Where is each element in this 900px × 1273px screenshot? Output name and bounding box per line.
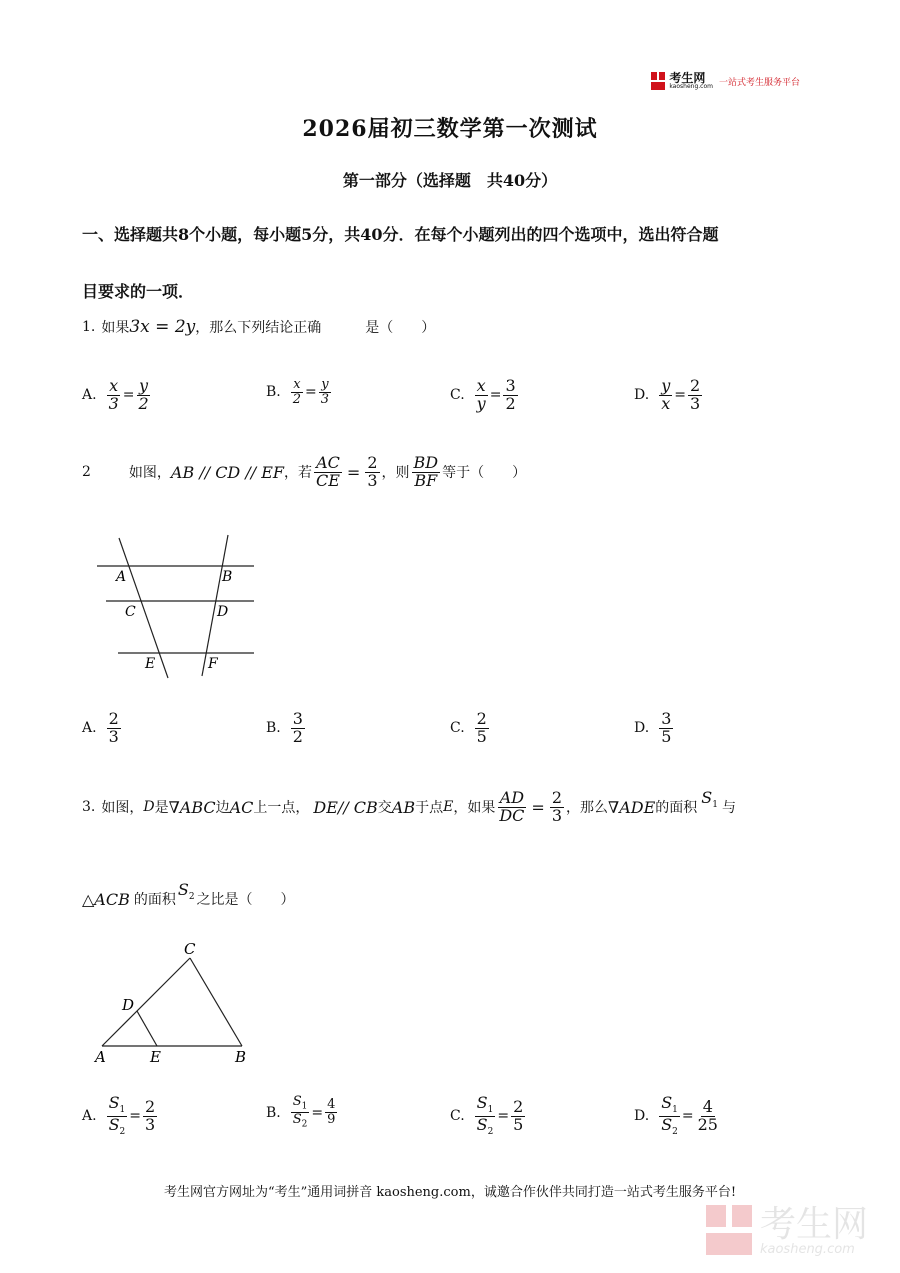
numerator: $S_1$ [661, 1093, 678, 1116]
question-text: 于点 [415, 800, 444, 817]
question-text: 是（ ） [365, 320, 436, 336]
equals-sign: = [674, 387, 686, 404]
option-b[interactable] [266, 711, 307, 746]
question-3-line2 [82, 880, 295, 910]
label-F: F [208, 656, 218, 672]
question-text: 交 [377, 800, 392, 817]
numerator: y [321, 377, 329, 392]
label-A: A [95, 1048, 106, 1066]
label-B: B [235, 1048, 247, 1066]
option-c[interactable] [450, 1095, 527, 1137]
numerator: x [293, 377, 301, 392]
footer-text: 考生网官方网址为“考生”通用词拼音 kaosheng.com，诚邀合作伙伴共同打造一站式考生服务平台! [163, 1185, 737, 1200]
denominator: 3 [108, 726, 119, 746]
option-label: D. [634, 1108, 650, 1125]
question-text: 如果 [101, 320, 130, 336]
label-C: C [184, 940, 196, 958]
denominator: $S_2$ [661, 1114, 678, 1137]
parallel-lines-figure [92, 530, 262, 685]
numerator: 2 [108, 709, 119, 728]
question-text: ，则 [381, 465, 410, 482]
fraction [136, 378, 150, 413]
denominator: 9 [327, 1112, 336, 1128]
equals-sign: = [122, 387, 135, 404]
question-1 [82, 317, 435, 337]
fraction [475, 378, 488, 413]
denominator: $S_2$ [108, 1114, 126, 1137]
label-D: D [122, 996, 135, 1014]
denominator: 5 [513, 1114, 524, 1134]
option-label: A. [82, 720, 97, 737]
option-label: D. [634, 720, 650, 737]
numerator: 2 [513, 1096, 524, 1116]
ratio-equation: $\frac{AC}{CE}$ = $\frac{2}{3}$ [316, 453, 378, 490]
logo-text: 考生网 [669, 71, 706, 85]
fraction [107, 378, 121, 413]
fraction [475, 711, 489, 746]
label-B: B [222, 569, 233, 585]
question-text: 如图， [101, 800, 144, 817]
parallel-condition: DE// CB [313, 797, 378, 817]
denominator: 2 [505, 393, 516, 413]
equals-sign: = [497, 1108, 510, 1125]
question-text: ，那么 [566, 800, 609, 817]
option-label: B. [266, 720, 281, 737]
label-E: E [145, 656, 156, 672]
denominator: y [476, 393, 486, 413]
triangle-ABC: ∇ABC [168, 797, 216, 817]
label-C: C [125, 604, 136, 620]
fraction [319, 378, 331, 406]
denominator: 3 [320, 391, 330, 407]
question-text: 如图， [128, 465, 171, 482]
label-D: D [217, 604, 229, 620]
option-b[interactable] [266, 378, 333, 406]
area-ratio [475, 1095, 496, 1137]
option-label: B. [266, 1104, 281, 1121]
section-heading-line2: 目要求的一项． [82, 282, 195, 301]
question-text: 与 [721, 800, 736, 817]
option-a[interactable] [82, 711, 123, 746]
numerator: 3 [661, 709, 672, 728]
denominator: 2 [292, 726, 303, 746]
denominator: 5 [476, 726, 487, 746]
option-label: A. [82, 1108, 97, 1125]
equals-sign: = [305, 384, 317, 401]
fraction [107, 711, 121, 746]
question-number: 1. [82, 319, 96, 335]
triangle-ACB: △ACB [82, 889, 130, 909]
header-logo [651, 72, 800, 90]
part-subtitle: 第一部分（选择题 共40分） [342, 171, 558, 190]
equals-sign: = [311, 1104, 324, 1121]
fraction [291, 378, 303, 406]
ratio-equation: $\frac{AD}{DC}$ = $\frac{2}{3}$ [499, 788, 563, 825]
area-ratio [107, 1095, 128, 1137]
numerator: $S_1$ [476, 1093, 494, 1116]
option-label: B. [266, 384, 281, 401]
option-label: D. [634, 387, 650, 404]
triangle-figure [90, 938, 260, 1068]
fraction [503, 378, 517, 413]
numerator: $S_1$ [292, 1094, 308, 1112]
label-E: E [150, 1048, 161, 1066]
page-title: 2026届初三数学第一次测试 [302, 116, 598, 142]
kaosheng-watermark-icon [706, 1205, 754, 1257]
numerator: 3 [292, 709, 303, 728]
numerator: x [476, 376, 486, 395]
question-3 [82, 790, 736, 825]
option-c[interactable] [450, 711, 491, 746]
section-heading-line1: 一、选择题共8个小题，每小题5分，共40分．在每个小题列出的四个选项中，选出符合题 [82, 225, 719, 244]
fraction [688, 378, 702, 413]
question-text: ，那么下列结论正确 [195, 320, 322, 336]
denominator: x [661, 393, 671, 413]
option-d[interactable] [634, 711, 675, 746]
option-b[interactable] [266, 1095, 339, 1130]
question-text: 的面积 [133, 892, 176, 909]
numerator: y [139, 376, 149, 395]
fraction [696, 1096, 720, 1134]
denominator: 3 [145, 1114, 156, 1134]
watermark-url: kaosheng.com [759, 1241, 855, 1257]
denominator: 3 [689, 393, 701, 413]
denominator: $S_2$ [476, 1114, 494, 1137]
denominator: 2 [292, 391, 302, 407]
numerator: 2 [689, 376, 701, 395]
numerator: 2 [476, 709, 487, 728]
ratio-target: $\frac{BD}{BF}$ [413, 453, 439, 490]
logo-url: kaosheng.com [669, 83, 713, 90]
option-a[interactable] [82, 1095, 159, 1137]
fraction [291, 711, 305, 746]
label-A: A [116, 569, 127, 585]
question-text: ，如果 [453, 800, 496, 817]
option-d[interactable] [634, 378, 704, 413]
option-c[interactable] [450, 378, 520, 413]
option-label: C. [450, 387, 465, 404]
condition-math: 3x = 2y [129, 317, 196, 337]
fraction [143, 1096, 157, 1134]
option-d[interactable] [634, 1095, 722, 1137]
numerator: 4 [327, 1097, 336, 1113]
equals-sign: = [129, 1108, 141, 1125]
option-label: C. [450, 720, 465, 737]
condition-math: AB // CD // EF [170, 462, 284, 482]
denominator: 25 [697, 1114, 718, 1134]
denominator: $S_2$ [292, 1112, 308, 1130]
watermark [706, 1205, 868, 1257]
question-number: 2 [82, 464, 91, 481]
point-D: D [143, 799, 155, 816]
area-S2: $S_2$ [177, 880, 195, 903]
point-E: E [443, 799, 454, 816]
question-2 [82, 455, 526, 490]
fraction [511, 1096, 525, 1134]
question-text: ，若 [284, 465, 312, 482]
question-text: 上一点， [253, 800, 310, 817]
triangle-ADE: ∇ADE [608, 797, 656, 817]
denominator: 2 [138, 393, 149, 413]
segment-AC: AC [229, 797, 254, 817]
numerator: $S_1$ [108, 1093, 126, 1116]
option-a[interactable] [82, 378, 153, 413]
segment-AB: AB [391, 797, 416, 817]
option-label: A. [82, 387, 97, 404]
area-ratio [659, 1095, 680, 1137]
question-text: 的面积 [655, 800, 698, 817]
question-text: 等于（ ） [442, 465, 527, 482]
equals-sign: = [681, 1108, 694, 1125]
numerator: 3 [505, 376, 516, 395]
numerator: 2 [145, 1096, 156, 1116]
question-text: 边 [215, 800, 230, 817]
logo-slogan: 一站式考生服务平台 [718, 77, 800, 88]
numerator: x [109, 376, 119, 395]
question-text: 之比是（ ） [196, 892, 295, 909]
area-ratio [291, 1095, 310, 1130]
fraction [325, 1098, 337, 1126]
numerator: 4 [702, 1096, 713, 1116]
numerator: y [661, 376, 671, 395]
question-text: 是 [154, 800, 169, 817]
option-label: C. [450, 1108, 465, 1125]
denominator: 3 [108, 393, 119, 413]
denominator: 5 [661, 726, 672, 746]
equals-sign: = [489, 387, 502, 404]
area-S1: $S_1$ [701, 788, 718, 811]
kaosheng-logo-icon [651, 72, 665, 90]
question-number: 3. [82, 799, 96, 816]
fraction [659, 711, 673, 746]
watermark-text: 考生网 [759, 1203, 868, 1245]
fraction [659, 378, 672, 413]
